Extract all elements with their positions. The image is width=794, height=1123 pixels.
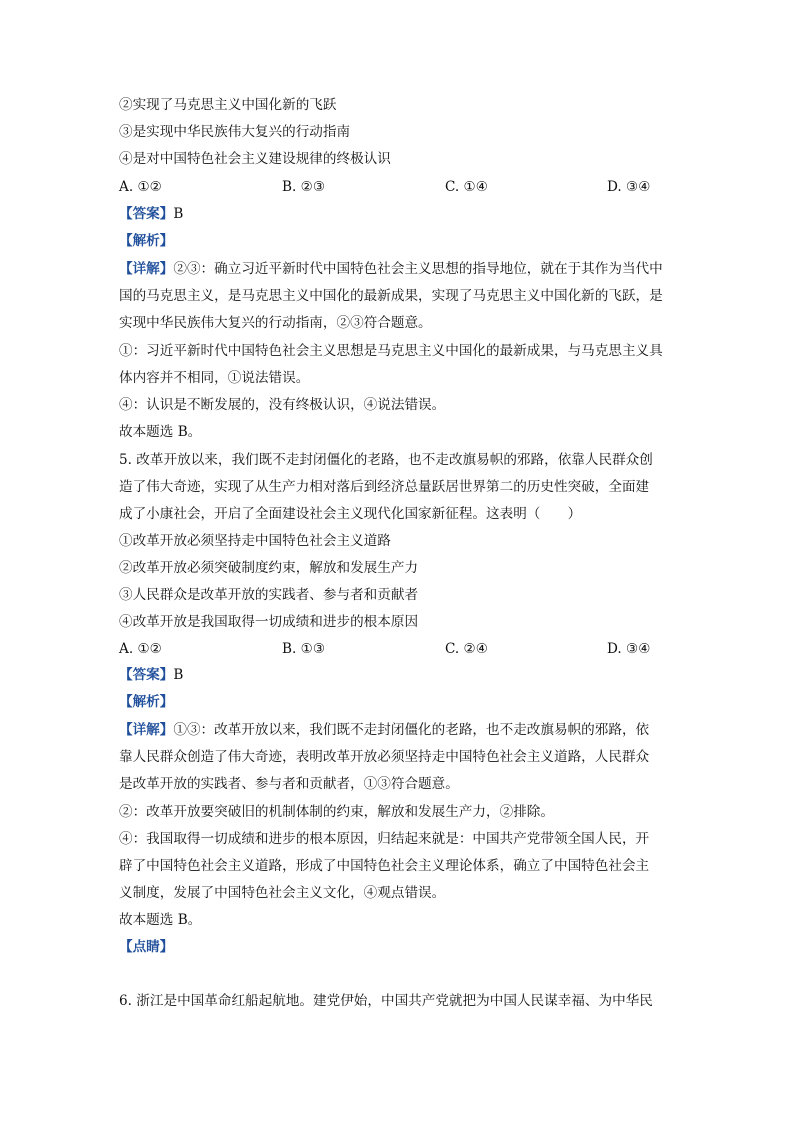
q5-answer: [119, 666, 679, 684]
q5-stem-end: 成了小康社会，开启了全面建设社会主义现代化国家新征程。这表明（ ）: [119, 506, 582, 522]
q5-choice-d: D. ③④: [607, 641, 651, 657]
q5-option-3: ③人民群众是改革开放的实践者、参与者和贡献者: [119, 587, 419, 603]
q4-option-3: ③是实现中华民族伟大复兴的行动指南: [119, 124, 351, 140]
q5-detail-1-end: 是改革开放的实践者、参与者和贡献者，①③符合题意。: [119, 776, 459, 792]
q5-detail-3-cont: 辟了中国特色社会主义道路，形成了中国特色社会主义理论体系，确立了中国特色社会主: [119, 858, 650, 874]
q5-option-4: ④改革开放是我国取得一切成绩和进步的根本原因: [119, 614, 419, 630]
q5-conclusion: 故本题选 B。: [119, 912, 202, 928]
q5-comment-label: 【点睛】: [119, 939, 174, 955]
q4-conclusion: 故本题选 B。: [119, 424, 202, 440]
detail-label: 【详解】: [119, 261, 174, 277]
q4-detail-1: 【详解】②③：确立习近平新时代中国特色社会主义思想的指导地位，就在于其作为当代中: [119, 261, 663, 277]
q5-detail-1: 【详解】①③：改革开放以来，我们既不走封闭僵化的老路，也不走改旗易帜的邪路，依: [119, 722, 650, 738]
answer-label: 【答案】: [119, 667, 174, 683]
answer-value: B: [173, 667, 184, 683]
q4-detail-2-end: 体内容并不相同，①说法错误。: [119, 370, 310, 386]
q5-detail-1-cont: 靠人民群众创造了伟大奇迹，表明改革开放必须坚持走中国特色社会主义道路，人民群众: [119, 749, 650, 765]
q4-option-4: ④是对中国特色社会主义建设规律的终极认识: [119, 151, 391, 167]
q4-detail-2: ①：习近平新时代中国特色社会主义思想是马克思主义中国化的最新成果，与马克思主义具: [119, 343, 663, 359]
q4-choice-c: C. ①④: [445, 179, 488, 195]
q4-detail-1-cont: 国的马克思主义，是马克思主义中国化的最新成果，实现了马克思主义中国化新的飞跃，是: [119, 288, 663, 304]
q4-detail-3: ④：认识是不断发展的，没有终极认识，④说法错误。: [119, 397, 446, 413]
answer-label: 【答案】: [119, 206, 174, 222]
q4-choice-a: A. ①②: [119, 179, 162, 195]
q5-stem-cont: 造了伟大奇迹，实现了从生产力相对落后到经济总量跃居世界第二的历史性突破，全面建: [119, 479, 650, 495]
detail-label: 【详解】: [119, 722, 174, 738]
q4-choice-d: D. ③④: [607, 179, 651, 195]
q4-option-2: ②实现了马克思主义中国化新的飞跃: [119, 97, 337, 113]
q4-detail-1-end: 实现中华民族伟大复兴的行动指南，②③符合题意。: [119, 315, 432, 331]
q5-choice-c: C. ②④: [445, 641, 488, 657]
q4-analysis-label: 【解析】: [119, 233, 174, 249]
q5-option-1: ①改革开放必须坚持走中国特色社会主义道路: [119, 533, 391, 549]
q5-detail-3: ④：我国取得一切成绩和进步的根本原因，归结起来就是：中国共产党带领全国人民，开: [119, 831, 650, 847]
answer-value: B: [173, 206, 184, 222]
q5-detail-2: ②：改革开放要突破旧的机制体制的约束，解放和发展生产力，②排除。: [119, 804, 554, 820]
q6-stem: 6. 浙江是中国革命红船起航地。建党伊始，中国共产党就把为中国人民谋幸福、为中华民: [119, 993, 653, 1009]
q4-answer: [119, 205, 679, 223]
q5-choice-b: B. ①③: [282, 641, 326, 657]
q4-choice-b: B. ②③: [282, 179, 326, 195]
q5-stem: 5. 改革开放以来，我们既不走封闭僵化的老路，也不走改旗易帜的邪路，依靠人民群众创: [119, 452, 653, 468]
q5-analysis-label: 【解析】: [119, 694, 174, 710]
q5-option-2: ②改革开放必须突破制度约束，解放和发展生产力: [119, 560, 419, 576]
q5-choice-a: A. ①②: [119, 641, 162, 657]
q5-detail-3-end: 义制度，发展了中国特色社会主义文化，④观点错误。: [119, 885, 446, 901]
